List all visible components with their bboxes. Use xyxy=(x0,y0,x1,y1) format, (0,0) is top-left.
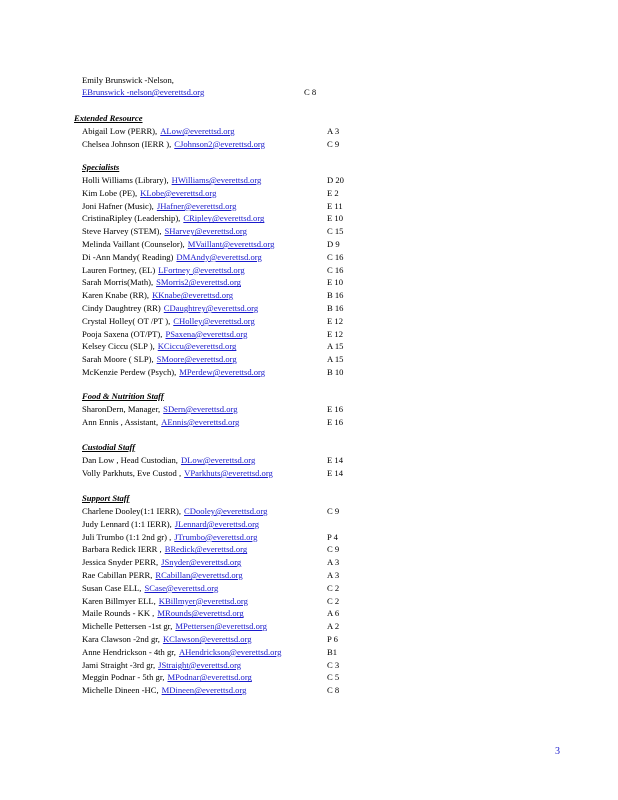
room-code: C 8 xyxy=(327,685,340,696)
room-code: B1 xyxy=(327,646,338,657)
room-code: E 11 xyxy=(327,200,343,211)
staff-row xyxy=(82,543,352,555)
staff-name: Rae Cabillan PERR, xyxy=(82,570,153,580)
staff-row xyxy=(82,416,352,428)
staff-email-link[interactable]: DMAndy@everettsd.org xyxy=(176,251,262,262)
room-code: C 2 xyxy=(327,582,340,593)
room-code: A 6 xyxy=(327,608,340,619)
staff-name: Sarah Moore ( SLP), xyxy=(82,354,154,365)
room-code: A 15 xyxy=(327,354,344,365)
staff-email-link[interactable]: HWilliams@everettsd.org xyxy=(171,175,262,185)
staff-row xyxy=(82,646,352,658)
section-heading: Custodial Staff xyxy=(82,442,136,452)
staff-row xyxy=(82,582,352,594)
staff-row xyxy=(82,569,352,581)
staff-row xyxy=(82,620,352,632)
staff-name: Jami Straight -3rd gr, xyxy=(82,659,156,670)
staff-row xyxy=(82,659,352,671)
room-code: E 16 xyxy=(327,404,343,414)
staff-email-link[interactable]: AHendrickson@everettsd.org xyxy=(178,646,282,657)
room-code: E 14 xyxy=(327,455,343,465)
staff-email-link[interactable]: JHafner@everettsd.org xyxy=(156,200,237,211)
staff-row xyxy=(82,518,352,530)
staff-row xyxy=(82,340,352,352)
staff-name: Di -Ann Mandy( Reading) xyxy=(82,251,174,262)
room-code: E 14 xyxy=(327,467,343,478)
room-code: C 16 xyxy=(327,264,344,275)
staff-name: Michelle Dineen -HC, xyxy=(82,685,159,696)
page-number: 3 xyxy=(555,746,560,757)
staff-row xyxy=(82,671,352,683)
staff-row xyxy=(82,607,352,619)
staff-email-link[interactable]: BRedick@everettsd.org xyxy=(164,544,248,555)
staff-name: Abigail Low (PERR), xyxy=(82,126,158,136)
room-code: B 10 xyxy=(327,367,344,377)
staff-email-link[interactable]: CDooley@everettsd.org xyxy=(184,506,268,516)
room-code: E 10 xyxy=(327,277,343,288)
staff-email-link[interactable]: CJohnson2@everettsd.org xyxy=(174,138,265,149)
room-code: E 12 xyxy=(327,328,343,339)
staff-email-link[interactable]: JTrumbo@everettsd.org xyxy=(174,531,258,542)
room-code: E 10 xyxy=(327,213,343,224)
staff-email-link[interactable]: LFortney @everettsd.org xyxy=(158,264,245,275)
staff-name: Kim Lobe (PE), xyxy=(82,187,138,198)
staff-email-link[interactable]: VParkhuts@everettsd.org xyxy=(184,467,273,478)
staff-row xyxy=(82,238,352,250)
staff-name: Pooja Saxena (OT/PT), xyxy=(82,328,163,339)
staff-row xyxy=(82,633,352,645)
staff-row xyxy=(82,276,352,288)
staff-name: Michelle Pettersen -1st gr, xyxy=(82,621,173,632)
staff-name: SharonDern, Manager, xyxy=(82,404,161,414)
room-code: B 16 xyxy=(327,290,344,301)
staff-email-link[interactable]: CDaughtrey@everettsd.org xyxy=(163,303,259,313)
staff-row xyxy=(82,454,352,466)
staff-email-link[interactable]: SMoore@everettsd.org xyxy=(156,354,237,365)
staff-row xyxy=(82,187,352,199)
staff-row xyxy=(82,595,352,607)
staff-email-link[interactable]: MPodnar@everettsd.org xyxy=(167,672,252,683)
staff-name: Cindy Daughtrey (RR) xyxy=(82,303,161,313)
staff-name: Lauren Fortney, (EL) xyxy=(82,264,156,275)
staff-email-link[interactable]: RCabillan@everettsd.org xyxy=(155,570,243,580)
staff-name: Maile Rounds - KK , xyxy=(82,608,155,619)
section-heading: Extended Resource xyxy=(74,113,143,123)
room-code: C 9 xyxy=(327,544,340,555)
staff-name: Ann Ennis , Assistant, xyxy=(82,416,159,427)
section-heading: Food & Nutrition Staff xyxy=(82,391,164,401)
room-code: B 16 xyxy=(327,303,344,313)
staff-email-link[interactable]: CRipley@everettsd.org xyxy=(183,213,265,224)
staff-row xyxy=(82,264,352,276)
room-code: P 4 xyxy=(327,531,338,542)
room-code: A 3 xyxy=(327,126,340,136)
room-code: C 15 xyxy=(327,226,344,237)
staff-email-link[interactable]: SCase@everettsd.org xyxy=(144,582,219,593)
room-code: C 3 xyxy=(327,659,340,670)
room-code: A 2 xyxy=(327,621,340,632)
staff-row xyxy=(82,467,352,479)
staff-email-link[interactable]: JSnyder@everettsd.org xyxy=(161,557,242,568)
staff-name: Chelsea Johnson (IERR ), xyxy=(82,138,172,149)
staff-name: Judy Lennard (1:1 IERR), xyxy=(82,518,172,529)
staff-name: Sarah Morris(Math), xyxy=(82,277,154,288)
section-heading: Specialists xyxy=(82,162,120,172)
staff-row xyxy=(82,531,352,543)
staff-row xyxy=(82,353,352,365)
staff-name: Holli Williams (Library), xyxy=(82,175,169,185)
room-code: P 6 xyxy=(327,634,338,644)
staff-email-link[interactable]: ALow@everettsd.org xyxy=(160,126,235,136)
room-code: C 9 xyxy=(327,138,340,149)
top-entry-email-line xyxy=(82,86,204,98)
staff-email-link[interactable]: DLow@everettsd.org xyxy=(180,455,256,465)
staff-email-link[interactable]: KKnabe@everettsd.org xyxy=(152,290,234,301)
staff-row xyxy=(82,174,352,186)
staff-name: CristinaRipley (Leadership), xyxy=(82,213,181,224)
staff-name: Dan Low , Head Custodian, xyxy=(82,455,178,465)
staff-row xyxy=(82,125,352,137)
staff-row xyxy=(82,225,352,237)
staff-name: Susan Case ELL, xyxy=(82,582,142,593)
staff-email-link[interactable]: KCiccu@everettsd.org xyxy=(157,341,237,352)
staff-email-link[interactable]: MDineen@everettsd.org xyxy=(161,685,247,696)
staff-email-link[interactable]: CHolley@everettsd.org xyxy=(173,315,255,326)
room-code: E 12 xyxy=(327,315,343,326)
staff-row xyxy=(82,684,352,696)
room-code: C 5 xyxy=(327,672,340,683)
staff-row xyxy=(82,366,352,378)
staff-email-link[interactable]: MPettersen@everettsd.org xyxy=(175,621,267,632)
staff-name: Steve Harvey (STEM), xyxy=(82,226,162,237)
staff-email-link[interactable]: PSaxena@everettsd.org xyxy=(165,328,248,339)
staff-row xyxy=(82,315,352,327)
staff-name: McKenzie Perdew (Psych), xyxy=(82,367,177,377)
staff-email-link[interactable]: MVaillant@everettsd.org xyxy=(187,239,275,249)
staff-name: Kara Clawson -2nd gr, xyxy=(82,634,160,644)
top-entry-email-link[interactable]: EBrunswick -nelson@everettsd.org xyxy=(82,87,205,97)
top-entry-room: C 8 xyxy=(304,87,317,97)
staff-email-link[interactable]: KClawson@everettsd.org xyxy=(162,634,252,644)
staff-name: Joni Hafner (Music), xyxy=(82,200,154,211)
staff-row xyxy=(82,251,352,263)
room-code: C 2 xyxy=(327,595,340,606)
staff-name: Karen Knabe (RR), xyxy=(82,290,150,301)
room-code: A 15 xyxy=(327,341,344,352)
staff-email-link[interactable]: SHarvey@everettsd.org xyxy=(164,226,247,237)
staff-row xyxy=(82,212,352,224)
staff-name: Charlene Dooley(1:1 IERR), xyxy=(82,506,182,516)
room-code: A 3 xyxy=(327,570,340,580)
staff-email-link[interactable]: MPerdew@everettsd.org xyxy=(179,367,266,377)
room-code: A 3 xyxy=(327,557,340,568)
staff-email-link[interactable]: SMorris2@everettsd.org xyxy=(156,277,241,288)
staff-email-link[interactable]: KBillmyer@everettsd.org xyxy=(158,595,248,606)
staff-email-link[interactable]: KLobe@everettsd.org xyxy=(140,187,217,198)
staff-email-link[interactable]: JStraight@everettsd.org xyxy=(158,659,242,670)
section-heading: Support Staff xyxy=(82,493,130,503)
staff-row xyxy=(82,505,352,517)
room-code: E 2 xyxy=(327,187,339,198)
staff-row xyxy=(82,403,352,415)
staff-name: Volly Parkhuts, Eve Custod , xyxy=(82,467,182,478)
staff-email-link[interactable]: AEnnis@everettsd.org xyxy=(161,416,240,427)
staff-name: Anne Hendrickson - 4th gr, xyxy=(82,646,176,657)
staff-row xyxy=(82,289,352,301)
room-code: D 9 xyxy=(327,239,340,249)
staff-row xyxy=(82,556,352,568)
staff-name: Juli Trumbo (1:1 2nd gr) , xyxy=(82,531,172,542)
room-code: E 16 xyxy=(327,416,343,427)
staff-name: Crystal Holley( OT /PT ), xyxy=(82,315,171,326)
room-code: C 16 xyxy=(327,251,344,262)
staff-name: Kelsey Ciccu (SLP ), xyxy=(82,341,155,352)
staff-row xyxy=(82,328,352,340)
staff-name: Meggin Podnar - 5th gr, xyxy=(82,672,165,683)
staff-row xyxy=(82,302,352,314)
staff-email-link[interactable]: JLennard@everettsd.org xyxy=(174,518,260,529)
staff-name: Jessica Snyder PERR, xyxy=(82,557,159,568)
staff-email-link[interactable]: MRounds@everettsd.org xyxy=(157,608,244,619)
staff-name: Melinda Vaillant (Counselor), xyxy=(82,239,185,249)
top-entry-name: Emily Brunswick -Nelson, xyxy=(82,75,174,85)
room-code: C 9 xyxy=(327,506,340,516)
staff-row xyxy=(82,138,352,150)
staff-name: Barbara Redick IERR , xyxy=(82,544,162,555)
staff-email-link[interactable]: SDern@everettsd.org xyxy=(163,404,238,414)
room-code: D 20 xyxy=(327,175,344,185)
staff-name: Karen Billmyer ELL, xyxy=(82,595,156,606)
staff-row xyxy=(82,200,352,212)
